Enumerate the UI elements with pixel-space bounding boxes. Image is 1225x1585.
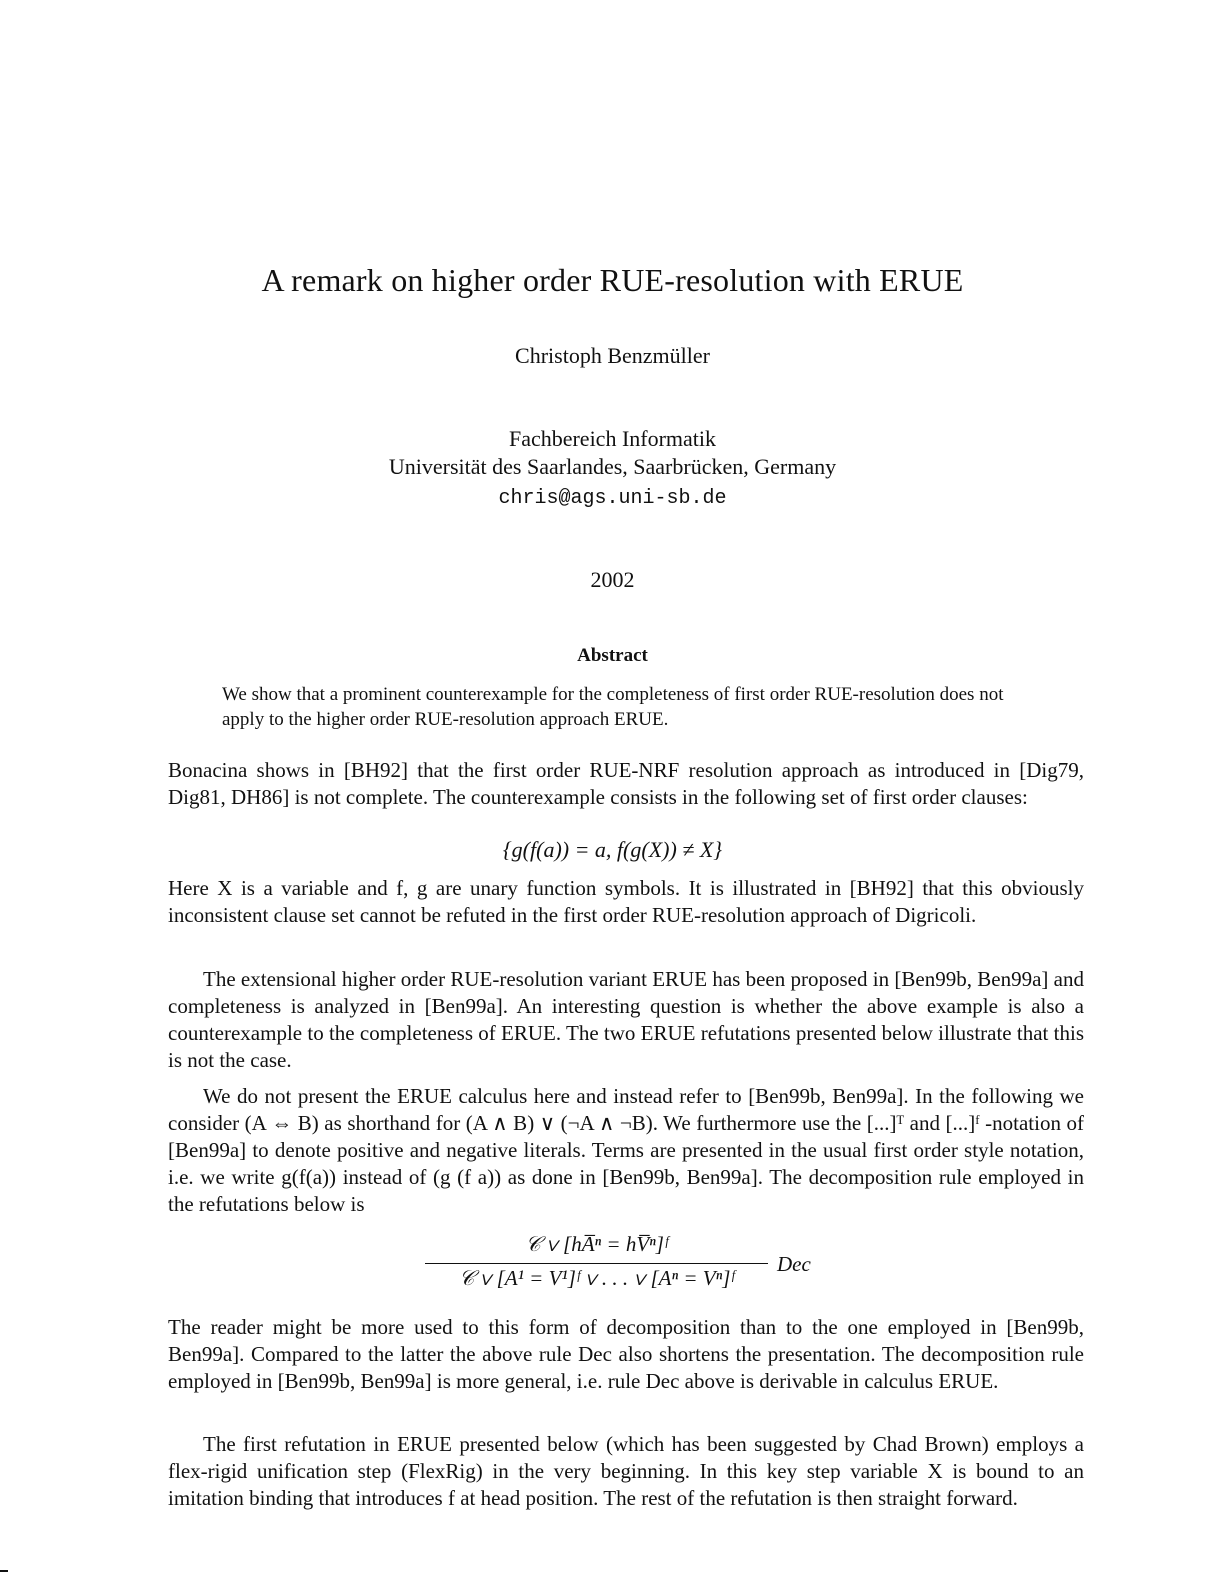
- author-name: Christoph Benzmüller: [515, 343, 710, 368]
- rule-fraction-bar: [425, 1263, 768, 1264]
- decomposition-rule: [425, 1232, 825, 1302]
- paragraph-first-refutation: The first refutation in ERUE presented below (which has been suggested by Chad Brown) employs a flex-rigid unification step (FlexRig) in the very beginning. In this key step variable X is bound to an imitation binding that introduces f at head position. The rest of the refutation is then straight forward.: [168, 1432, 1084, 1510]
- publication-year: 2002: [590, 567, 635, 592]
- affiliation-university: Universität des Saarlandes, Saarbrücken, Germany: [388, 454, 837, 479]
- rule-name: Dec: [777, 1252, 811, 1276]
- paragraph-erue-variant: The extensional higher order RUE-resolution variant ERUE has been proposed in [Ben99b, Ben99a] and completeness is analyzed in [Ben99a]. An interesting question is whether the above example is also a counterexample to the completeness of ERUE. The two ERUE refutations presented below illustrate that this is not the case.: [168, 967, 1084, 1072]
- abstract-text: We show that a prominent counterexample for the completeness of first order RUE-resolution does not apply to the higher order RUE-resolution approach ERUE.: [222, 684, 1004, 730]
- counterexample-formula: {g(f(a)) = a, f(g(X)) ≠ X}: [502, 837, 723, 862]
- abstract-heading: Abstract: [577, 645, 648, 666]
- author-email-text: chris@ags.uni-sb.de: [498, 487, 727, 510]
- rule-denominator: 𝒞 ∨ [A¹ = V¹]ᶠ ∨ . . . ∨ [Aⁿ = Vⁿ]ᶠ: [458, 1266, 735, 1290]
- paragraph-decomposition: The reader might be more used to this form of decomposition than to the one employed in [Ben99b, Ben99a]. Compared to the latter the above rule Dec also shortens the presentation. The decomposition rule employed in [Ben99b, Ben99a] is more general, i.e. rule Dec above is derivable in calculus ERUE.: [168, 1315, 1084, 1393]
- paragraph-variables: Here X is a variable and f, g are unary function symbols. It is illustrated in [BH92] that this obviously inconsistent clause set cannot be refuted in the first order RUE-resolution approach of Digricoli.: [168, 876, 1084, 927]
- affiliation-department: Fachbereich Informatik: [508, 426, 717, 451]
- rule-numerator: 𝒞 ∨ [hA̅ⁿ = hV̅ⁿ]ᶠ: [525, 1232, 668, 1256]
- page-margin-mark: [0, 1570, 8, 1572]
- paragraph-notation: We do not present the ERUE calculus here and instead refer to [Ben99b, Ben99a]. In the following we consider (A ⇔ B) as shorthand for (A ∧ B) ∨ (¬A ∧ ¬B). We furthermore use the [...]ᵀ and [...]ᶠ -notation of [Ben99a] to denote positive and negative literals. Terms are presented in the usual first order style notation, i.e. we write g(f(a)) instead of (g (f a)) as done in [Ben99b, Ben99a]. The decomposition rule employed in the refutations below is: [168, 1084, 1084, 1216]
- paragraph-intro: Bonacina shows in [BH92] that the first order RUE-NRF resolution approach as introduced in [Dig79, Dig81, DH86] is not complete. The counterexample consists in the following set of first order clauses:: [168, 758, 1084, 809]
- paper-title: A remark on higher order RUE-resolution with ERUE: [261, 262, 964, 298]
- author-email: [0, 483, 1225, 510]
